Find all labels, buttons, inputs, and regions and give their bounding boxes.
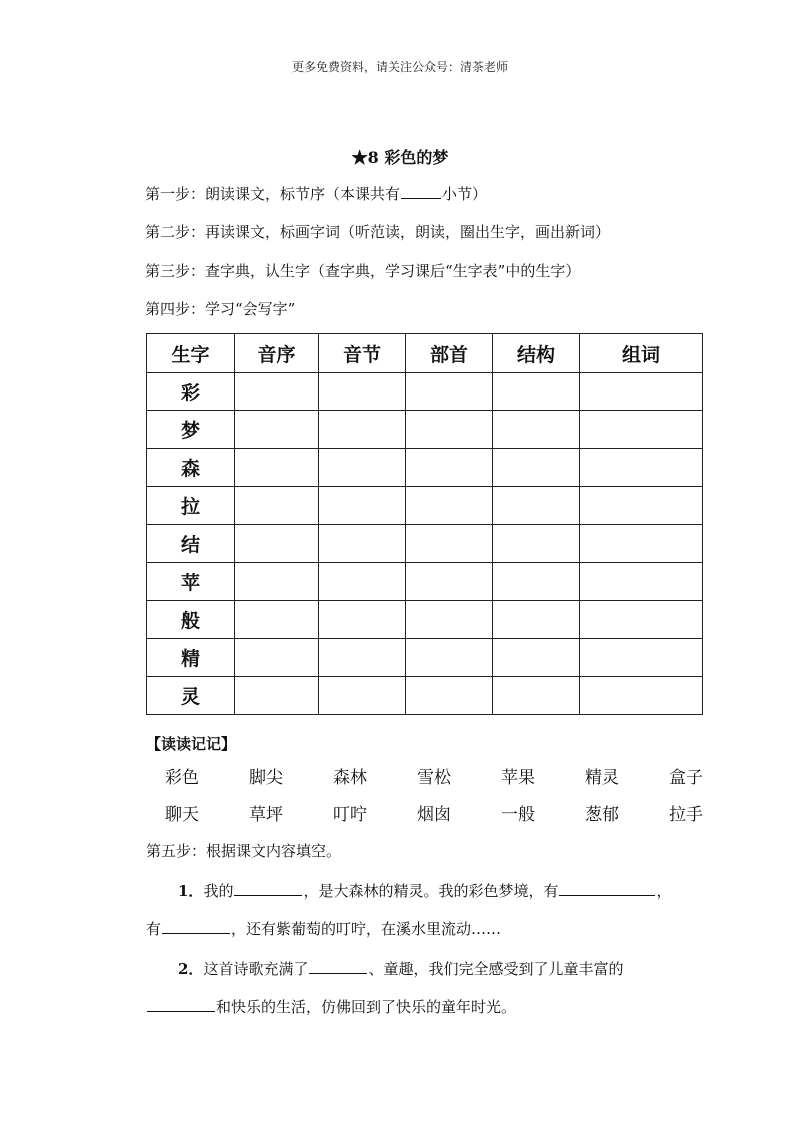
answer-cell[interactable] — [319, 601, 406, 639]
answer-cell[interactable] — [406, 525, 493, 563]
character-cell: 般 — [147, 601, 235, 639]
column-header: 结构 — [493, 334, 580, 373]
question-2-line-1 — [178, 958, 623, 979]
q1-blank-3[interactable] — [162, 918, 230, 934]
character-cell: 梦 — [147, 411, 235, 449]
answer-cell[interactable] — [580, 373, 703, 411]
step-1-blank[interactable] — [401, 183, 441, 199]
answer-cell[interactable] — [319, 525, 406, 563]
header-note: 更多免费资料，请关注公众号：清茶老师 — [291, 60, 508, 74]
answer-cell[interactable] — [235, 601, 319, 639]
answer-cell[interactable] — [493, 639, 580, 677]
step-5-heading: 第五步：根据课文内容填空。 — [146, 842, 342, 860]
word-item: 拉手 — [669, 805, 703, 825]
answer-cell[interactable] — [235, 563, 319, 601]
word-item: 苹果 — [501, 768, 535, 788]
character-cell: 精 — [147, 639, 235, 677]
answer-cell[interactable] — [235, 449, 319, 487]
q2-text: 、童趣，我们完全感受到了儿童丰富的 — [368, 960, 624, 978]
answer-cell[interactable] — [235, 487, 319, 525]
question-2-line-2 — [146, 996, 516, 1017]
question-2-number: 2． — [178, 960, 204, 978]
table-row — [147, 563, 703, 601]
character-cell: 拉 — [147, 487, 235, 525]
character-cell: 灵 — [147, 677, 235, 715]
word-item: 一般 — [501, 805, 535, 825]
q1-text: 我的 — [203, 882, 234, 900]
answer-cell[interactable] — [493, 411, 580, 449]
column-header: 部首 — [406, 334, 493, 373]
word-row-2 — [165, 800, 753, 825]
q1-text: ，是大森林的精灵。我的彩色梦境，有 — [303, 882, 559, 900]
table-row — [147, 601, 703, 639]
reading-heading: 【读读记记】 — [146, 735, 237, 753]
answer-cell[interactable] — [493, 449, 580, 487]
word-row-1 — [165, 763, 753, 788]
answer-cell[interactable] — [406, 601, 493, 639]
answer-cell[interactable] — [580, 411, 703, 449]
answer-cell[interactable] — [319, 677, 406, 715]
word-item: 葱郁 — [585, 805, 619, 825]
answer-cell[interactable] — [235, 677, 319, 715]
answer-cell[interactable] — [493, 677, 580, 715]
table-row — [147, 677, 703, 715]
word-item: 聊天 — [165, 805, 199, 825]
answer-cell[interactable] — [493, 487, 580, 525]
table-row — [147, 525, 703, 563]
answer-cell[interactable] — [493, 563, 580, 601]
word-item: 烟囱 — [417, 805, 451, 825]
word-item: 脚尖 — [249, 768, 283, 788]
table-row — [147, 449, 703, 487]
q1-text: 有 — [146, 920, 162, 938]
column-header: 生字 — [147, 334, 235, 373]
character-cell: 苹 — [147, 563, 235, 601]
answer-cell[interactable] — [235, 525, 319, 563]
answer-cell[interactable] — [319, 487, 406, 525]
q2-blank-1[interactable] — [309, 958, 367, 974]
answer-cell[interactable] — [406, 639, 493, 677]
answer-cell[interactable] — [406, 373, 493, 411]
answer-cell[interactable] — [406, 487, 493, 525]
table-row — [147, 639, 703, 677]
column-header: 音节 — [319, 334, 406, 373]
q2-text: 和快乐的生活，仿佛回到了快乐的童年时光。 — [216, 998, 517, 1016]
step-1 — [145, 183, 487, 204]
answer-cell[interactable] — [493, 373, 580, 411]
step-1-text-end: 小节） — [442, 185, 488, 203]
character-table — [146, 333, 703, 715]
answer-cell[interactable] — [493, 601, 580, 639]
question-1-line-1 — [178, 880, 671, 901]
column-header: 组词 — [580, 334, 703, 373]
answer-cell[interactable] — [580, 677, 703, 715]
column-header: 音序 — [235, 334, 319, 373]
answer-cell[interactable] — [235, 639, 319, 677]
q1-blank-2[interactable] — [559, 880, 655, 896]
q2-blank-2[interactable] — [147, 996, 215, 1012]
answer-cell[interactable] — [406, 563, 493, 601]
table-row — [147, 411, 703, 449]
answer-cell[interactable] — [319, 373, 406, 411]
q1-blank-1[interactable] — [234, 880, 302, 896]
answer-cell[interactable] — [580, 601, 703, 639]
step-2: 第二步：再读课文，标画字词（听范读，朗读，圈出生字，画出新词） — [145, 223, 611, 241]
answer-cell[interactable] — [319, 449, 406, 487]
q1-text: ，还有紫葡萄的叮咛，在溪水里流动…… — [231, 920, 502, 938]
answer-cell[interactable] — [580, 563, 703, 601]
answer-cell[interactable] — [235, 373, 319, 411]
answer-cell[interactable] — [580, 639, 703, 677]
table-row — [147, 373, 703, 411]
answer-cell[interactable] — [493, 525, 580, 563]
page-title: ★8 彩色的梦 — [351, 148, 449, 167]
word-item: 精灵 — [585, 768, 619, 788]
step-1-text: 第一步：朗读课文，标节序（本课共有 — [145, 185, 401, 203]
q2-text: 这首诗歌充满了 — [203, 960, 309, 978]
answer-cell[interactable] — [319, 639, 406, 677]
word-item: 彩色 — [165, 768, 199, 788]
answer-cell[interactable] — [580, 525, 703, 563]
answer-cell[interactable] — [406, 449, 493, 487]
answer-cell[interactable] — [580, 449, 703, 487]
character-cell: 森 — [147, 449, 235, 487]
word-item: 雪松 — [417, 768, 451, 788]
q1-text: ， — [656, 882, 672, 900]
character-cell: 彩 — [147, 373, 235, 411]
step-3: 第三步：查字典，认生字（查字典，学习课后“生字表”中的生字） — [145, 262, 581, 280]
word-item: 草坪 — [249, 805, 283, 825]
character-cell: 结 — [147, 525, 235, 563]
answer-cell[interactable] — [319, 563, 406, 601]
table-row — [147, 487, 703, 525]
question-1-line-2 — [146, 918, 501, 939]
word-item: 盒子 — [669, 768, 703, 788]
answer-cell[interactable] — [406, 677, 493, 715]
answer-cell[interactable] — [406, 411, 493, 449]
question-1-number: 1． — [178, 882, 204, 900]
step-4: 第四步：学习“会写字” — [145, 300, 296, 318]
answer-cell[interactable] — [235, 411, 319, 449]
answer-cell[interactable] — [319, 411, 406, 449]
table-header-row — [147, 334, 703, 373]
word-item: 叮咛 — [333, 805, 367, 825]
answer-cell[interactable] — [580, 487, 703, 525]
word-item: 森林 — [333, 768, 367, 788]
